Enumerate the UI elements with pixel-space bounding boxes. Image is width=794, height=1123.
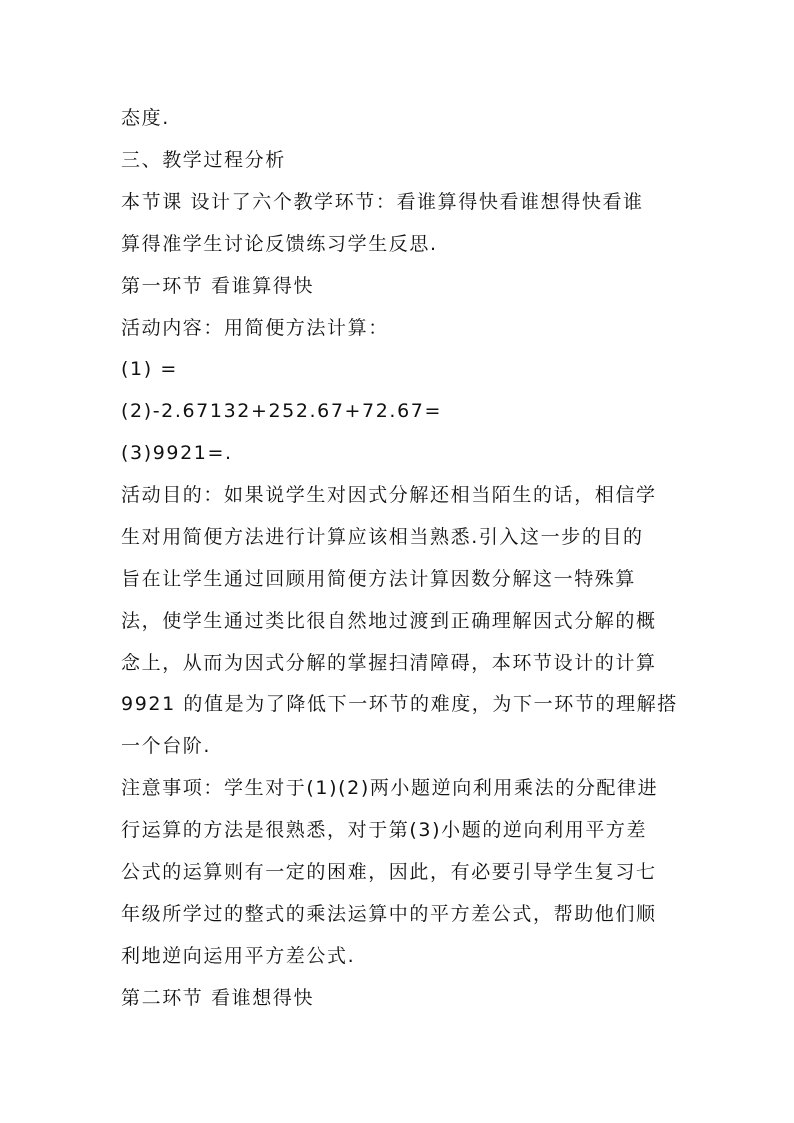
section-heading: 三、教学过程分析 — [121, 149, 286, 171]
text-line: 态度. — [121, 107, 170, 129]
text-line: 行运算的方法是很熟悉，对于第(3)小题的逆向利用平方差 — [121, 819, 648, 841]
text-line: 活动内容：用简便方法计算： — [121, 317, 389, 339]
subsection-heading: 第一环节 看谁算得快 — [121, 275, 315, 297]
text-line: 利地逆向运用平方差公式. — [121, 945, 356, 967]
math-line: (2)-2.67132+252.67+72.67= — [121, 400, 442, 422]
math-line: (3)9921=. — [121, 442, 233, 464]
text-line: 注意事项：学生对于(1)(2)两小题逆向利用乘法的分配律进 — [121, 777, 659, 799]
text-line: 一个台阶. — [121, 735, 212, 757]
text-line: 9921 的值是为了降低下一环节的难度，为下一环节的理解搭 — [121, 693, 678, 715]
text-line: 旨在让学生通过回顾用简便方法计算因数分解这一特殊算 — [121, 568, 637, 590]
text-line: 年级所学过的整式的乘法运算中的平方差公式，帮助他们顺 — [121, 903, 657, 925]
text-line: 活动目的：如果说学生对因式分解还相当陌生的话，相信学 — [121, 484, 657, 506]
text-line: 公式的运算则有一定的困难，因此，有必要引导学生复习七 — [121, 861, 657, 883]
subsection-heading: 第二环节 看谁想得快 — [121, 987, 315, 1009]
math-line: (1) = — [121, 358, 178, 380]
text-line: 念上，从而为因式分解的掌握扫清障碍，本环节设计的计算 — [121, 652, 657, 674]
text-line: 生对用简便方法进行计算应该相当熟悉.引入这一步的目的 — [121, 526, 644, 548]
text-line: 算得准学生讨论反馈练习学生反思. — [121, 233, 438, 255]
text-line: 法，使学生通过类比很自然地过渡到正确理解因式分解的概 — [121, 610, 657, 632]
text-line: 本节课 设计了六个教学环节：看谁算得快看谁想得快看谁 — [121, 191, 644, 213]
